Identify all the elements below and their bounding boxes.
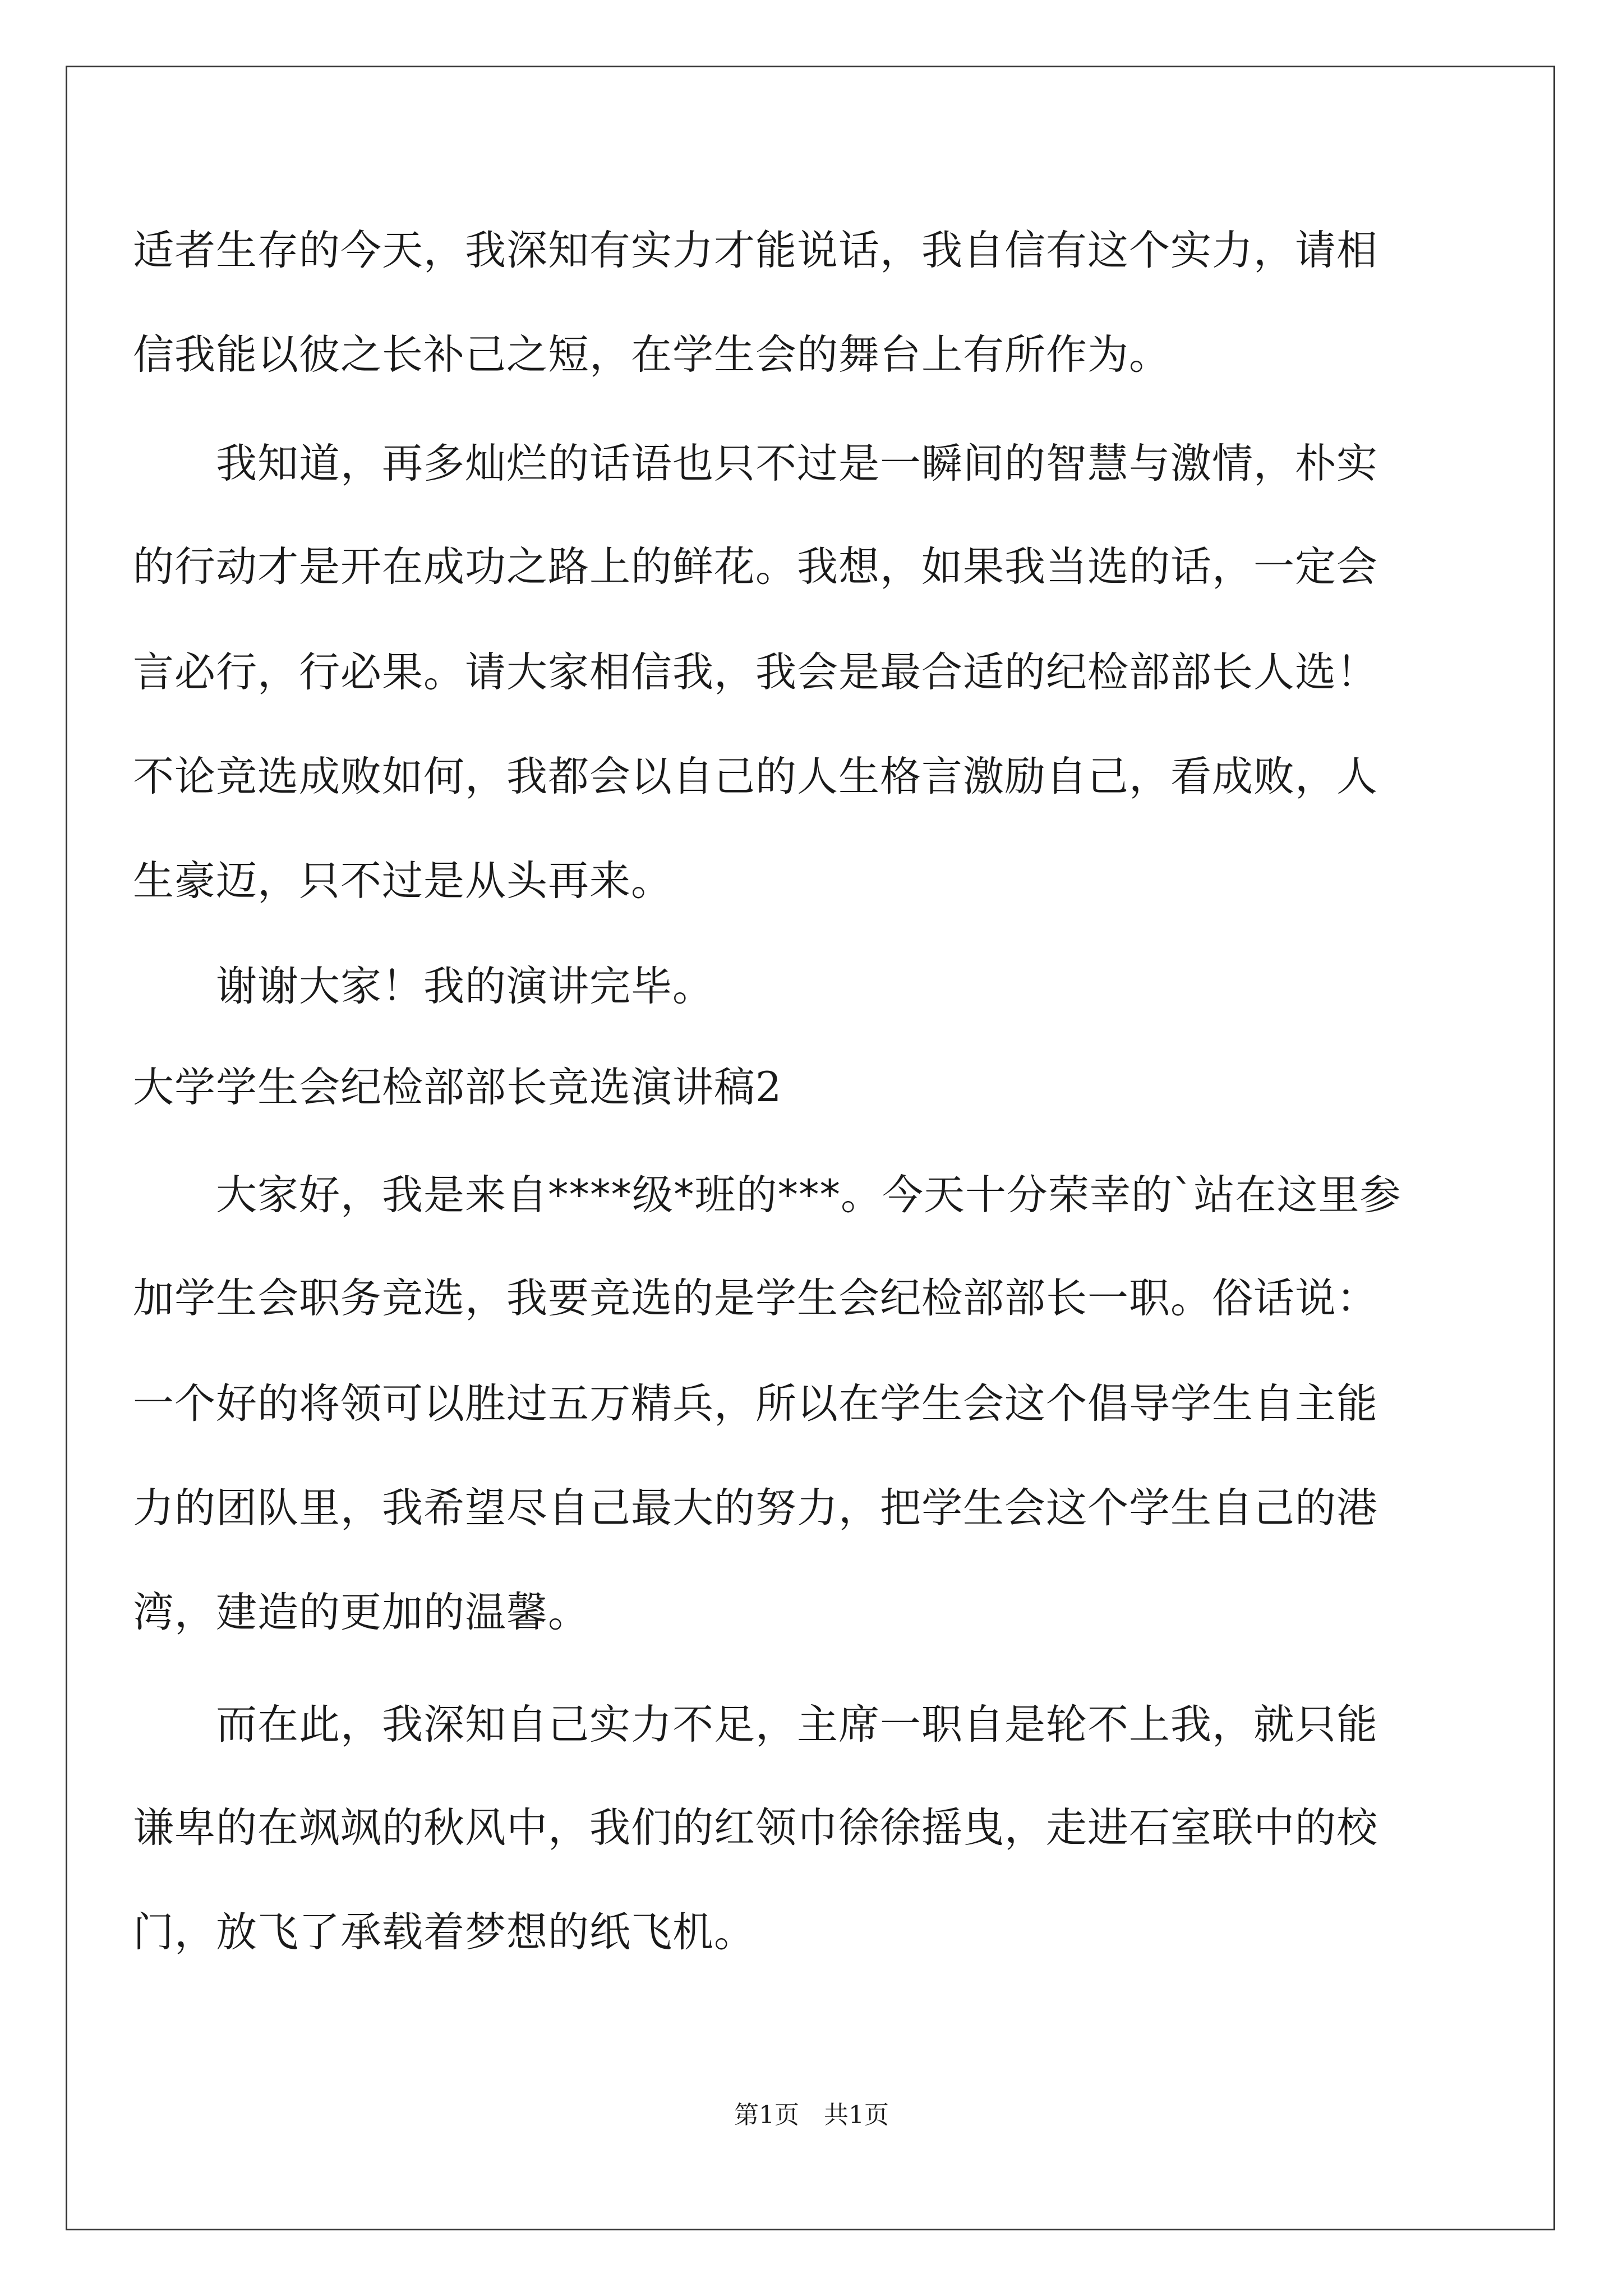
body-line: 我知道，再多灿烂的话语也只不过是一瞬间的智慧与激情，朴实: [216, 440, 1378, 487]
page-number: 第1页 共1页: [734, 2101, 889, 2129]
page-border: [66, 66, 1555, 2230]
body-line: 门，放飞了承载着梦想的纸飞机。: [133, 1908, 755, 1956]
body-line: 大家好，我是来自****级*班的***。今天十分荣幸的`站在这里参: [216, 1171, 1401, 1219]
body-line: 力的团队里，我希望尽自己最大的努力，把学生会这个学生自己的港: [133, 1484, 1378, 1532]
body-line: 不论竞选成败如何，我都会以自己的人生格言激励自己，看成败，人: [133, 753, 1378, 800]
body-line: 谦卑的在飒飒的秋风中，我们的红领巾徐徐摇曳，走进石室联中的校: [133, 1804, 1378, 1852]
body-line: 加学生会职务竞选，我要竞选的是学生会纪检部部长一职。俗话说：: [133, 1274, 1378, 1322]
body-line: 谢谢大家！我的演讲完毕。: [216, 963, 714, 1010]
body-line: 而在此，我深知自己实力不足，主席一职自是轮不上我，就只能: [216, 1701, 1378, 1749]
body-line: 生豪迈，只不过是从头再来。: [133, 857, 672, 905]
body-line: 一个好的将领可以胜过五万精兵，所以在学生会这个倡导学生自主能: [133, 1380, 1378, 1428]
section-heading: 大学学生会纪检部部长竞选演讲稿2: [133, 1064, 782, 1111]
body-line: 的行动才是开在成功之路上的鲜花。我想，如果我当选的话，一定会: [133, 543, 1378, 591]
body-line: 适者生存的今天，我深知有实力才能说话，我自信有这个实力，请相: [133, 227, 1378, 274]
body-line: 言必行，行必果。请大家相信我，我会是最合适的纪检部部长人选！: [133, 648, 1378, 696]
body-line: 湾，建造的更加的温馨。: [133, 1589, 589, 1636]
body-line: 信我能以彼之长补己之短，在学生会的舞台上有所作为。: [133, 331, 1170, 379]
